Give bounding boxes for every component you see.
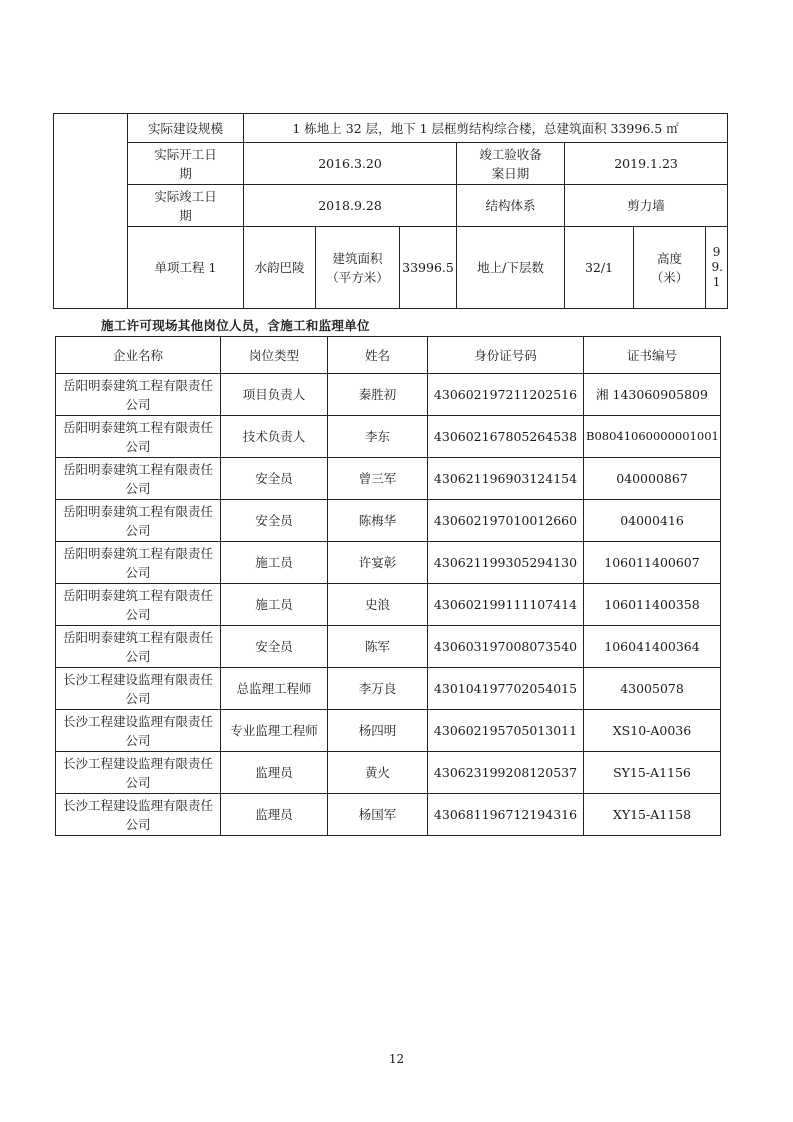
area-label: 建筑面积（平方米） [316,227,400,309]
project-info-table [53,113,728,309]
personnel-table [55,336,721,836]
id-cell: 430602197010012660 [428,500,584,542]
cert-cell: 040000867 [584,458,721,500]
role-cell: 专业监理工程师 [221,710,328,752]
table-row [56,668,721,710]
id-cell: 430621199305294130 [428,542,584,584]
structure-value: 剪力墙 [565,185,728,227]
cert-cell: B08041060000001001 [584,416,721,458]
table-row [56,626,721,668]
unit-name: 水韵巴陵 [244,227,316,309]
cert-cell: 43005078 [584,668,721,710]
cert-cell: SY15-A1156 [584,752,721,794]
name-cell: 李万良 [328,668,428,710]
completion-value: 2018.9.28 [244,185,457,227]
cert-cell: 湘 143060905809 [584,374,721,416]
id-cell: 430681196712194316 [428,794,584,836]
acceptance-value: 2019.1.23 [565,143,728,185]
role-cell: 安全员 [221,626,328,668]
company-cell: 长沙工程建设监理有限责任公司 [56,752,221,794]
header-cert: 证书编号 [584,337,721,374]
cert-cell: 106041400364 [584,626,721,668]
table-row [56,416,721,458]
company-cell: 岳阳明泰建筑工程有限责任公司 [56,374,221,416]
name-cell: 陈梅华 [328,500,428,542]
table-row [56,542,721,584]
unit-label: 单项工程 1 [128,227,244,309]
name-cell: 秦胜初 [328,374,428,416]
table-row [56,752,721,794]
header-company: 企业名称 [56,337,221,374]
role-cell: 施工员 [221,542,328,584]
id-cell: 430602197211202516 [428,374,584,416]
cert-cell: 04000416 [584,500,721,542]
id-cell: 430104197702054015 [428,668,584,710]
height-value: 99.1 [711,244,723,289]
table-row [56,374,721,416]
role-cell: 总监理工程师 [221,668,328,710]
table-row [56,710,721,752]
completion-label: 实际竣工日期 [128,185,244,227]
name-cell: 许宴彰 [328,542,428,584]
role-cell: 监理员 [221,752,328,794]
cert-cell: 106011400358 [584,584,721,626]
company-cell: 长沙工程建设监理有限责任公司 [56,668,221,710]
role-cell: 项目负责人 [221,374,328,416]
cert-cell: 106011400607 [584,542,721,584]
cert-cell: XS10-A0036 [584,710,721,752]
header-role: 岗位类型 [221,337,328,374]
table-row [56,584,721,626]
blank-cell [54,114,128,309]
table-row [56,458,721,500]
id-cell: 430602167805264538 [428,416,584,458]
structure-label: 结构体系 [457,185,565,227]
role-cell: 监理员 [221,794,328,836]
company-cell: 岳阳明泰建筑工程有限责任公司 [56,626,221,668]
id-cell: 430623199208120537 [428,752,584,794]
floors-value: 32/1 [565,227,634,309]
company-cell: 岳阳明泰建筑工程有限责任公司 [56,458,221,500]
name-cell: 杨四明 [328,710,428,752]
header-name: 姓名 [328,337,428,374]
company-cell: 岳阳明泰建筑工程有限责任公司 [56,542,221,584]
floors-label: 地上/下层数 [457,227,565,309]
scale-value: 1 栋地上 32 层，地下 1 层框剪结构综合楼，总建筑面积 33996.5 ㎡ [244,114,728,143]
start-label: 实际开工日期 [128,143,244,185]
id-cell: 430603197008073540 [428,626,584,668]
section-title: 施工许可现场其他岗位人员，含施工和监理单位 [101,318,370,333]
name-cell: 史浪 [328,584,428,626]
company-cell: 岳阳明泰建筑工程有限责任公司 [56,500,221,542]
company-cell: 长沙工程建设监理有限责任公司 [56,710,221,752]
role-cell: 技术负责人 [221,416,328,458]
id-cell: 430621196903124154 [428,458,584,500]
height-label: 高度（米） [634,227,706,309]
id-cell: 430602195705013011 [428,710,584,752]
table-row [56,794,721,836]
cert-cell: XY15-A1158 [584,794,721,836]
area-value: 33996.5 [400,227,457,309]
start-value: 2016.3.20 [244,143,457,185]
company-cell: 长沙工程建设监理有限责任公司 [56,794,221,836]
company-cell: 岳阳明泰建筑工程有限责任公司 [56,584,221,626]
header-id: 身份证号码 [428,337,584,374]
table-row [56,500,721,542]
table-header-row [56,337,721,374]
role-cell: 安全员 [221,500,328,542]
acceptance-label: 竣工验收备案日期 [457,143,565,185]
height-value-cell [706,227,728,309]
name-cell: 曾三军 [328,458,428,500]
id-cell: 430602199111107414 [428,584,584,626]
role-cell: 施工员 [221,584,328,626]
page-number: 12 [388,1052,405,1066]
name-cell: 黄火 [328,752,428,794]
name-cell: 杨国军 [328,794,428,836]
company-cell: 岳阳明泰建筑工程有限责任公司 [56,416,221,458]
name-cell: 李东 [328,416,428,458]
role-cell: 安全员 [221,458,328,500]
scale-label: 实际建设规模 [128,114,244,143]
name-cell: 陈军 [328,626,428,668]
